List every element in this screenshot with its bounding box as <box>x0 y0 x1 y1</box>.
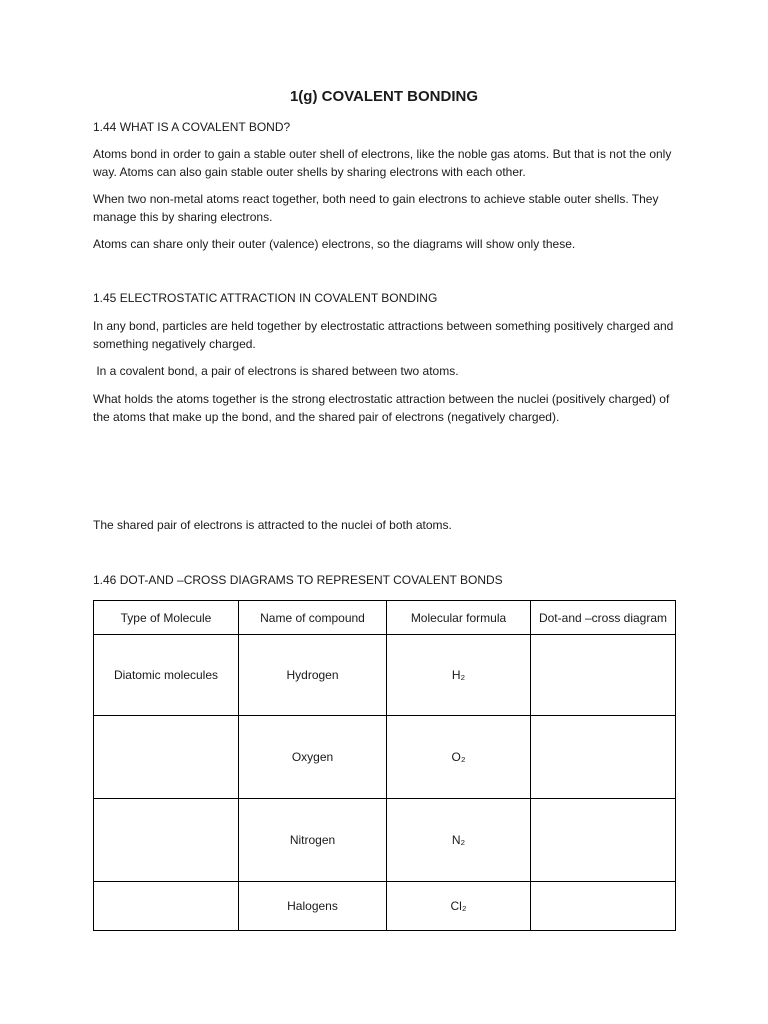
name-cell: Nitrogen <box>239 799 387 882</box>
formula-cell: H₂ <box>387 635 531 716</box>
section-heading-1-44: 1.44 WHAT IS A COVALENT BOND? <box>93 120 291 134</box>
table-row <box>94 716 676 799</box>
diagram-cell <box>531 716 676 799</box>
diagram-cell <box>531 882 676 931</box>
column-header: Type of Molecule <box>94 601 239 635</box>
paragraph-1-44-a: Atoms bond in order to gain a stable outer shell of electrons, like the noble gas atoms. But that is not the only way. Atoms can also gain stable outer shells by sharing electrons with each other. <box>93 147 672 179</box>
column-header: Dot-and –cross diagram <box>531 601 676 635</box>
diagram-cell <box>531 799 676 882</box>
type-cell <box>94 716 239 799</box>
table-row <box>94 799 676 882</box>
name-cell: Hydrogen <box>239 635 387 716</box>
formula-cell: O₂ <box>387 716 531 799</box>
name-cell: Oxygen <box>239 716 387 799</box>
type-cell: Diatomic molecules <box>94 635 239 716</box>
paragraph-1-44-c: Atoms can share only their outer (valence) electrons, so the diagrams will show only these. <box>93 237 576 251</box>
page-title: 1(g) COVALENT BONDING <box>289 88 479 105</box>
table-row <box>94 882 676 931</box>
column-header: Molecular formula <box>387 601 531 635</box>
formula-cell: Cl₂ <box>387 882 531 931</box>
name-cell: Halogens <box>239 882 387 931</box>
table-row <box>94 635 676 716</box>
paragraph-1-44-b: When two non-metal atoms react together, both need to gain electrons to achieve stable outer shells. They manage this by sharing electrons. <box>93 192 659 224</box>
section-heading-1-45: 1.45 ELECTROSTATIC ATTRACTION IN COVALENT BONDING <box>93 291 438 305</box>
dot-cross-table <box>93 600 676 931</box>
section-heading-1-46: 1.46 DOT-AND –CROSS DIAGRAMS TO REPRESENT COVALENT BONDS <box>93 573 503 587</box>
type-cell <box>94 799 239 882</box>
column-header: Name of compound <box>239 601 387 635</box>
paragraph-1-45-c: What holds the atoms together is the strong electrostatic attraction between the nuclei (positively charged) of the atoms that make up the bond, and the shared pair of electrons (negatively charged). <box>93 392 670 424</box>
diagram-cell <box>531 635 676 716</box>
formula-cell: N₂ <box>387 799 531 882</box>
table-header-row <box>94 601 676 635</box>
paragraph-1-45-b: In a covalent bond, a pair of electrons is shared between two atoms. <box>93 364 459 378</box>
paragraph-1-45-d: The shared pair of electrons is attracted to the nuclei of both atoms. <box>93 518 452 532</box>
type-cell <box>94 882 239 931</box>
paragraph-1-45-a: In any bond, particles are held together by electrostatic attractions between something positively charged and something negatively charged. <box>93 319 674 351</box>
